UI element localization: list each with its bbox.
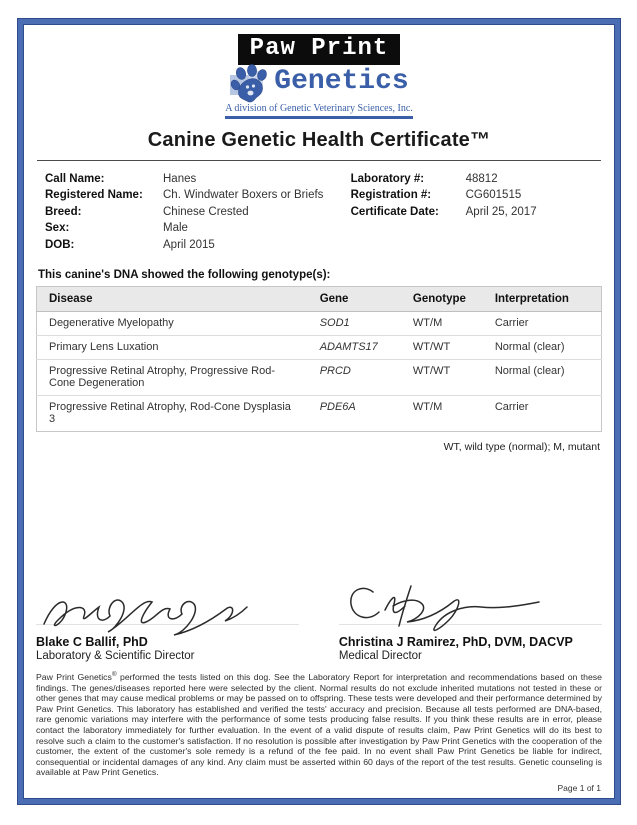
- signature-scribble-icon: [339, 578, 554, 636]
- header-gene: Gene: [308, 287, 401, 312]
- genotype-section-heading: This canine's DNA showed the following genotype(s):: [38, 269, 331, 282]
- breed-value: Chinese Crested: [163, 205, 249, 218]
- table-row: [37, 360, 602, 396]
- info-row-registered-name: [45, 187, 342, 203]
- paw-icon: [229, 63, 273, 105]
- sex-label: Sex:: [45, 222, 70, 235]
- cell-disease: Primary Lens Luxation: [37, 336, 308, 360]
- header-disease: Disease: [37, 287, 308, 312]
- cell-disease: Progressive Retinal Atrophy, Progressive Rod-Cone Degeneration: [37, 360, 308, 396]
- cell-gene: PDE6A: [308, 396, 401, 432]
- cell-disease: Degenerative Myelopathy: [49, 317, 174, 330]
- page-number: Page 1 of 1: [557, 783, 601, 793]
- breed-label: Breed:: [45, 205, 82, 218]
- dog-info-section: [36, 171, 602, 253]
- logo-inner: [225, 34, 413, 119]
- table-row: [37, 396, 602, 432]
- dob-label: DOB:: [45, 238, 75, 251]
- registered-name-label: Registered Name:: [45, 189, 143, 202]
- logo-row-genetics: [225, 61, 413, 103]
- certificate-sheet: [18, 19, 620, 804]
- registration-number-label: Registration #:: [350, 189, 432, 202]
- info-row-breed: [45, 204, 342, 220]
- laboratory-number-value: 48812: [465, 173, 498, 185]
- call-name-label: Call Name:: [45, 173, 105, 185]
- logo-genetics-text: Genetics: [274, 66, 409, 97]
- table-row: [37, 336, 602, 360]
- certificate-title: Canine Genetic Health Certificate™: [147, 129, 491, 151]
- signer-name: Christina J Ramirez, PhD, DVM, DACVP: [338, 635, 573, 650]
- genotype-legend: WT, wild type (normal); M, mutant: [443, 441, 600, 454]
- signer-title: Laboratory & Scientific Director: [36, 650, 195, 663]
- registered-name-value: Ch. Windwater Boxers or Briefs: [163, 189, 324, 202]
- header-genotype: Genotype: [401, 287, 483, 312]
- cell-gene: ADAMTS17: [308, 336, 401, 360]
- info-row-call-name: [45, 171, 342, 187]
- info-row-sex: [45, 220, 342, 236]
- title-divider: [37, 160, 601, 161]
- company-logo: [36, 34, 602, 119]
- registered-trademark-symbol: ®: [111, 671, 117, 679]
- call-name-value: Hanes: [163, 173, 197, 185]
- table-row: [37, 312, 602, 336]
- cell-interpretation: Carrier: [483, 396, 602, 432]
- cell-genotype: WT/M: [401, 396, 483, 432]
- logo-tagline: A division of Genetic Veterinary Sciences, Inc.: [225, 103, 413, 119]
- cell-interpretation: Carrier: [494, 317, 529, 330]
- signatures-section: [36, 570, 602, 662]
- registration-number-value: CG601515: [465, 189, 522, 202]
- cell-disease: Progressive Retinal Atrophy, Rod-Cone Dysplasia 3: [37, 396, 308, 432]
- signature-block-lab-director: [36, 570, 299, 662]
- signature-line: [36, 570, 299, 625]
- cell-interpretation: Normal (clear): [483, 336, 602, 360]
- genotype-table: [36, 286, 602, 432]
- dog-info-left-column: [36, 171, 342, 253]
- signature-scribble-icon: [36, 578, 251, 636]
- cell-interpretation: Normal (clear): [483, 360, 602, 396]
- info-row-laboratory-number: [351, 171, 602, 187]
- signature-line: [339, 570, 602, 625]
- dob-value: April 2015: [163, 238, 215, 251]
- sex-value: Male: [163, 222, 188, 235]
- signer-title: Medical Director: [338, 650, 422, 663]
- info-row-certificate-date: [351, 204, 602, 220]
- certificate-date-value: April 25, 2017: [465, 205, 537, 218]
- certificate-date-label: Certificate Date:: [350, 205, 439, 218]
- logo-paw-print-text: Paw Print: [238, 34, 401, 65]
- disclaimer-company: Paw Print Genetics: [36, 671, 112, 682]
- signature-block-medical-director: [339, 570, 602, 662]
- cell-gene: PRCD: [308, 360, 401, 396]
- cell-genotype: WT/M: [412, 317, 443, 330]
- disclaimer-body: performed the tests listed on this dog. See the Laboratory Report for interpretation and recommendations based on these findings. The genes/diseases reported here were selected by the client. Normal results do not exclude inherited mutations not tested in these or other genes that may cause medical problems or may be passed on to offspring. These tests were developed and their performance determined by Paw Print Genetics. This laboratory has established and verified the tests' accuracy and precision. Because all tests performed are DNA-based, rare genomic variations may interfere with the performance of some tests producing false results. If you think these results are in error, please contact the laboratory immediately for further evaluation. In the event of a valid dispute of results claim, Paw Print Genetics will do its best to resolve such a claim to the customer's satisfaction. If no resolution is possible after investigation by Paw Print Genetics with the cooperation of the customer, the extent of the customer's sole remedy is a refund of the fee paid. In no event shall Paw Print Genetics be liable for indirect, consequential or incidental damages of any kind. Any claim must be asserted within 60 days of the report of the test results. Genetic counseling is available at Paw Print Genetics.: [36, 671, 602, 778]
- laboratory-number-label: Laboratory #:: [350, 173, 425, 185]
- signer-name: Blake C Ballif, PhD: [36, 635, 148, 650]
- disclaimer-text: [36, 671, 602, 778]
- cell-gene: SOD1: [319, 317, 350, 330]
- info-row-dob: [45, 237, 342, 253]
- genotype-table-header-row: [37, 287, 602, 312]
- cell-genotype: WT/WT: [401, 336, 483, 360]
- header-interpretation: Interpretation: [483, 287, 602, 312]
- cell-genotype: WT/WT: [401, 360, 483, 396]
- dog-info-right-column: [342, 171, 602, 253]
- info-row-registration-number: [351, 187, 602, 203]
